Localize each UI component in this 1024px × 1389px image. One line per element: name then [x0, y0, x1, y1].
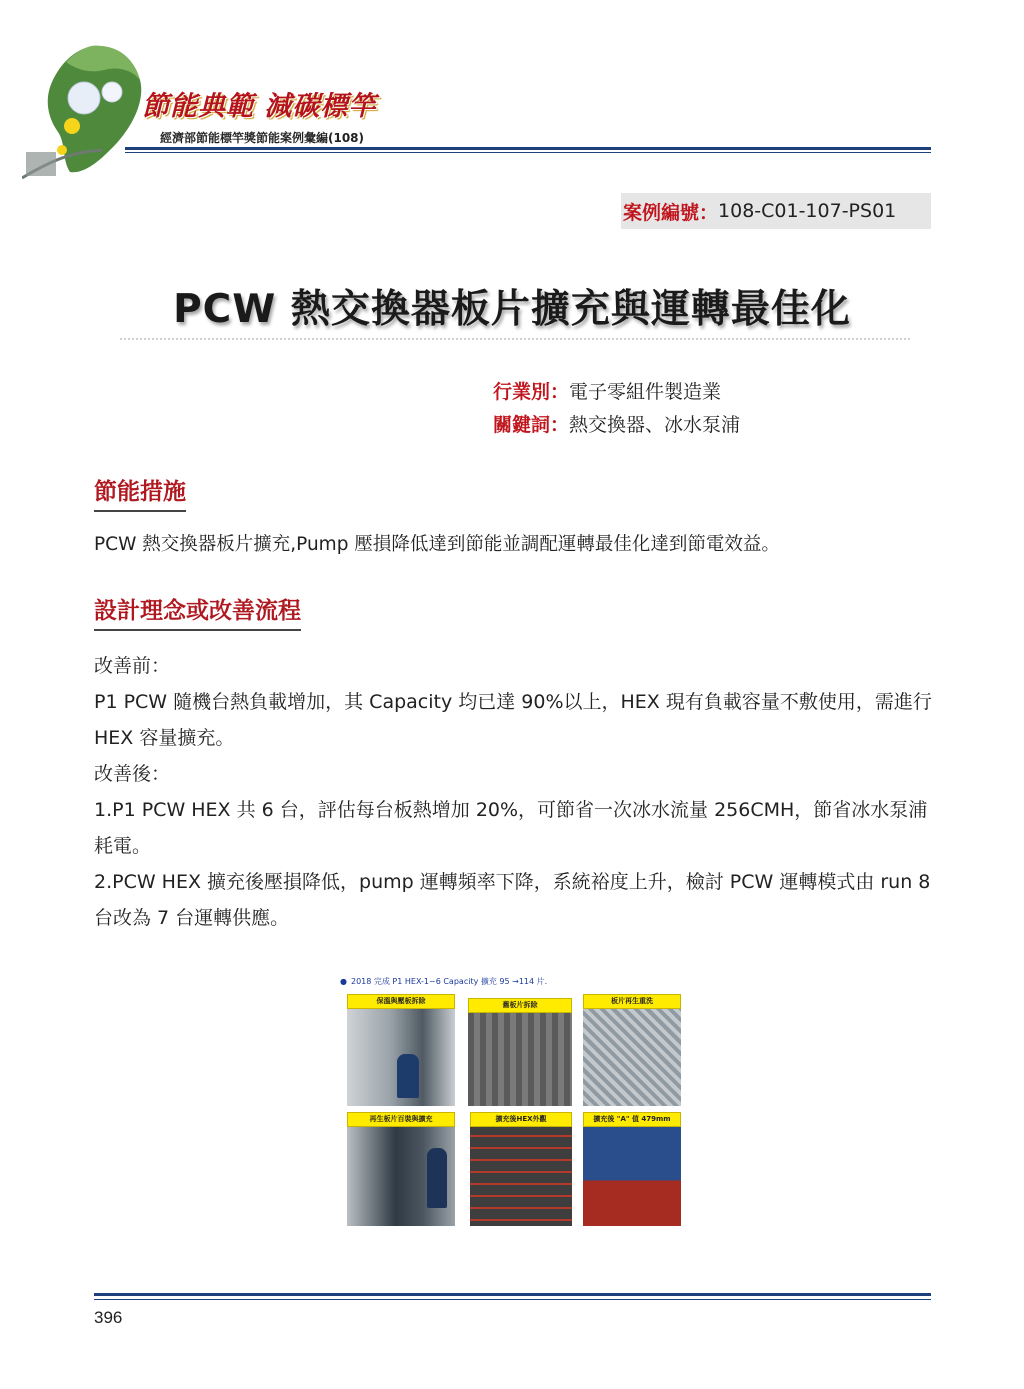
- slogan: 節能典範 減碳標竿: [142, 91, 377, 122]
- measures-text: PCW 熱交換器板片擴充,Pump 壓損降低達到節能並調配運轉最佳化達到節電效益。: [94, 534, 780, 555]
- photo-insulation-removal: 保溫與壓板拆除: [347, 994, 455, 1106]
- case-id-box: [621, 193, 931, 229]
- case-id-label: 案例編號：: [623, 201, 719, 224]
- keyword-label: 關鍵詞：: [493, 414, 570, 436]
- paragraph-after-item-1: 1.P1 PCW HEX 共 6 台，評估每台板熱增加 20%，可節省一次冰水流量 256CMH，節省冰水泵浦耗電。: [94, 799, 928, 857]
- photo-expanded-hex-exterior: 擴充後HEX外觀: [470, 1112, 572, 1226]
- photo-grid: [335, 974, 685, 1230]
- paragraph-before-text: P1 PCW 隨機台熱負載增加，其 Capacity 均已達 90%以上，HEX 現有負載容量不敷使用，需進行 HEX 容量擴充。: [94, 691, 932, 749]
- footer-rule: [94, 1293, 931, 1296]
- paragraph-before-label: 改善前：: [94, 655, 171, 677]
- keyword-line: [493, 410, 740, 437]
- photo-plate-regeneration: 板片再生重洗: [583, 994, 681, 1106]
- paragraph-after-item-2: 2.PCW HEX 擴充後壓損降低，pump 運轉頻率下降，系統裕度上升，檢討 PCW 運轉模式由 run 8 台改為 7 台運轉供應。: [94, 871, 931, 929]
- section-heading-design: 設計理念或改善流程: [94, 592, 301, 631]
- bullet-icon: ●: [340, 977, 347, 986]
- photo-old-plate-removal: 舊板片拆除: [468, 998, 572, 1106]
- industry-label: 行業別：: [493, 381, 570, 403]
- paragraph-after-label: 改善後：: [94, 763, 171, 785]
- figure-caption: ● 2018 完成 P1 HEX-1~6 Capacity 擴充 95 →114 片.: [340, 977, 548, 986]
- header-rule-thin: [125, 152, 931, 153]
- page-title: PCW 熱交換器板片擴充與運轉最佳化: [173, 287, 851, 332]
- section-heading-measures: 節能措施: [94, 473, 186, 512]
- footer-rule-thin: [94, 1299, 931, 1300]
- taiwan-dandelion-logo: [22, 40, 162, 180]
- photo-a-value-measurement: 擴充後 "A" 值 479mm: [583, 1112, 681, 1226]
- industry-value: 電子零組件製造業: [569, 381, 722, 403]
- case-id-value: 108-C01-107-PS01: [718, 200, 897, 222]
- photo-plate-reassembly: 再生板片百裝與擴充: [347, 1112, 455, 1226]
- design-body: [94, 648, 934, 936]
- keyword-value: 熱交換器、冰水泵浦: [569, 414, 741, 436]
- header-rule: [125, 147, 931, 150]
- industry-line: [493, 377, 721, 404]
- title-divider: [120, 338, 910, 340]
- publication-subtitle: 經濟部節能標竿獎節能案例彙編(108): [160, 131, 365, 145]
- page-number: 396: [94, 1308, 123, 1327]
